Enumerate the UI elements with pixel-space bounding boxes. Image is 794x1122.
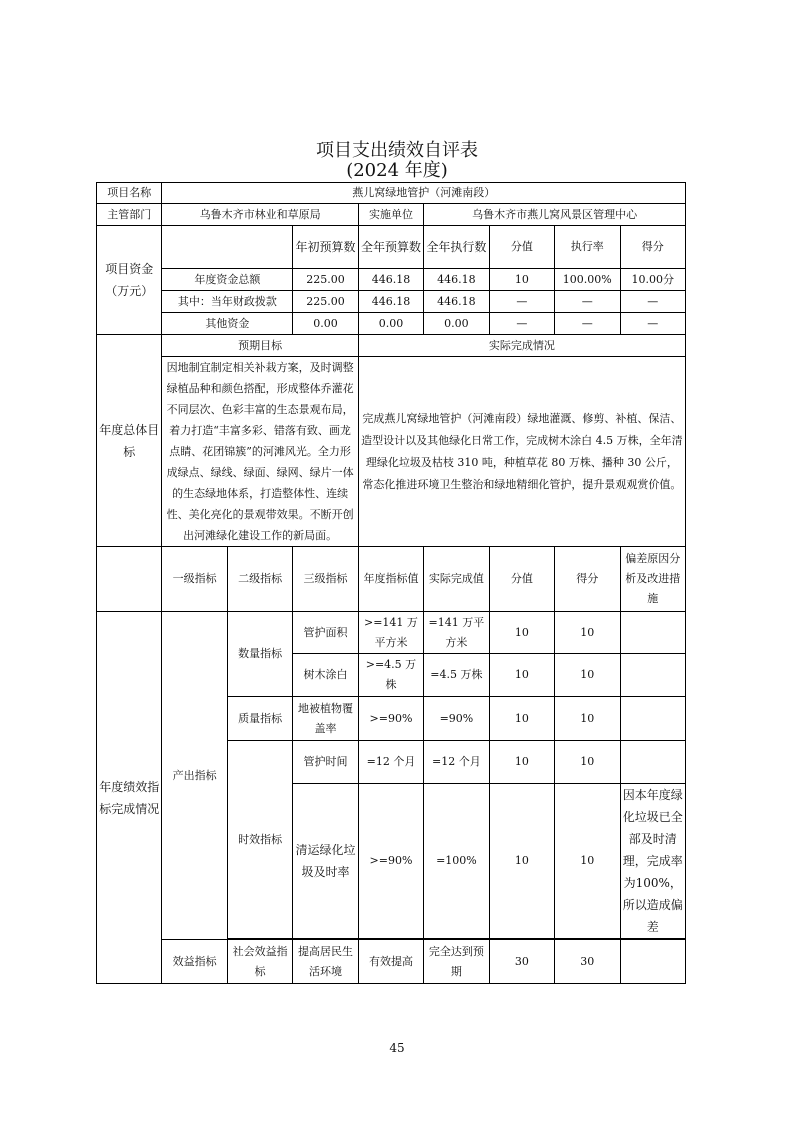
funds-cell: 446.18: [358, 291, 423, 313]
level2-timeliness: 时效指标: [227, 741, 292, 939]
document-title: 项目支出绩效自评表: [316, 140, 478, 161]
got-value: 10: [555, 697, 620, 741]
level1-output: 产出指标: [162, 612, 227, 940]
page-number: 45: [389, 1041, 405, 1055]
funds-header-executed: 全年执行数: [424, 226, 489, 269]
got-value: 10: [555, 654, 620, 697]
score-value: 10: [489, 784, 554, 939]
funds-header-annual: 全年预算数: [358, 226, 423, 269]
funds-cell: —: [489, 291, 554, 313]
target-value: 有效提高: [358, 940, 423, 984]
funds-cell: 0.00: [358, 313, 423, 335]
funds-cell: 10.00分: [620, 269, 686, 291]
score-value: 10: [489, 612, 554, 654]
funds-cell: —: [620, 291, 686, 313]
actual-value: =90%: [424, 697, 489, 741]
goals-label: 年度总体目标: [97, 335, 162, 547]
self-evaluation-table: [96, 182, 686, 984]
indicator-header: 分值: [489, 547, 554, 612]
funds-cell: —: [620, 313, 686, 335]
indicator-header: 得分: [555, 547, 620, 612]
indicator-header: 二级指标: [227, 547, 292, 612]
funds-cell: 446.18: [424, 269, 489, 291]
funds-row-label: 年度资金总额: [162, 269, 293, 291]
got-value: 10: [555, 741, 620, 784]
actual-completion-text: 完成燕儿窝绿地管护（河滩南段）绿地灌溉、修剪、补植、保洁、造型设计以及其他绿化日常工作，完成树木涂白 4.5 万株，全年清理绿化垃圾及枯枝 310 吨，种植草花 80 万株、播种 30 公斤，常态化推进环境卫生整治和绿地精细化管护，提升景观观赏价值。: [358, 357, 685, 547]
funds-cell: —: [555, 291, 620, 313]
level3-name: 树木涂白: [293, 654, 358, 697]
deviation-note: [620, 612, 686, 654]
funds-row-label: 其他资金: [162, 313, 293, 335]
target-value: >=90%: [358, 697, 423, 741]
unit-label: 实施单位: [358, 204, 423, 226]
target-value: >=141 万平方米: [358, 612, 423, 654]
score-value: 10: [489, 697, 554, 741]
score-value: 30: [489, 940, 554, 984]
score-value: 10: [489, 741, 554, 784]
funds-label: 项目资金（万元）: [97, 226, 162, 335]
deviation-note: [620, 654, 686, 697]
deviation-note: [620, 697, 686, 741]
expected-goal-text: 因地制宜制定相关补栽方案，及时调整绿植品种和颜色搭配，形成整体乔灌花不同层次、色彩丰富的生态景观布局，着力打造“丰富多彩、错落有致、画龙点睛、花团锦簇”的河滩风光。全力形成绿点、绿线、绿面、绿网、绿片一体的生态绿地体系，打造整体性、连续性、美化亮化的景观带效果。不断开创出河滩绿化建设工作的新局面。: [162, 357, 358, 547]
project-name-value: 燕儿窝绿地管护（河滩南段）: [162, 183, 686, 204]
level3-name: 提高居民生活环境: [293, 940, 358, 984]
deviation-note: [620, 741, 686, 784]
indicator-header: 偏差原因分析及改进措施: [620, 547, 686, 612]
funds-cell: 100.00%: [555, 269, 620, 291]
level3-name: 地被植物覆盖率: [293, 697, 358, 741]
actual-value: 完全达到预期: [424, 940, 489, 984]
dept-label: 主管部门: [97, 204, 162, 226]
level3-name: 管护时间: [293, 741, 358, 784]
target-value: =12 个月: [358, 741, 423, 784]
actual-value: =4.5 万株: [424, 654, 489, 697]
funds-cell: 0.00: [424, 313, 489, 335]
funds-header-initial: 年初预算数: [293, 226, 358, 269]
actual-value: =100%: [424, 784, 489, 939]
deviation-note: 因本年度绿化垃圾已全部及时清理，完成率为100%，所以造成偏差: [620, 784, 686, 939]
funds-row-label: 其中：当年财政拨款: [162, 291, 293, 313]
level2-quality: 质量指标: [227, 697, 292, 741]
target-value: >=90%: [358, 784, 423, 939]
actual-value: =12 个月: [424, 741, 489, 784]
funds-header-score: 分值: [489, 226, 554, 269]
funds-cell: —: [555, 313, 620, 335]
indicators-section-label: 年度绩效指标完成情况: [97, 612, 162, 984]
funds-header-rate: 执行率: [555, 226, 620, 269]
got-value: 10: [555, 784, 620, 939]
actual-value: =141 万平方米: [424, 612, 489, 654]
funds-header-blank: [162, 226, 293, 269]
level2-social: 社会效益指标: [227, 940, 292, 984]
dept-value: 乌鲁木齐市林业和草原局: [162, 204, 358, 226]
indicator-header: 一级指标: [162, 547, 227, 612]
expected-goal-header: 预期目标: [162, 335, 358, 357]
funds-cell: —: [489, 313, 554, 335]
document-subtitle: (2024 年度): [346, 160, 448, 181]
got-value: 30: [555, 940, 620, 984]
indicator-header: 三级指标: [293, 547, 358, 612]
project-name-label: 项目名称: [97, 183, 162, 204]
funds-header-got: 得分: [620, 226, 686, 269]
score-value: 10: [489, 654, 554, 697]
level3-name: 管护面积: [293, 612, 358, 654]
target-value: >=4.5 万株: [358, 654, 423, 697]
funds-cell: 0.00: [293, 313, 358, 335]
funds-cell: 225.00: [293, 269, 358, 291]
funds-cell: 10: [489, 269, 554, 291]
funds-cell: 225.00: [293, 291, 358, 313]
funds-cell: 446.18: [424, 291, 489, 313]
indicators-header-blank: [97, 547, 162, 612]
got-value: 10: [555, 612, 620, 654]
indicator-header: 年度指标值: [358, 547, 423, 612]
deviation-note: [620, 940, 686, 984]
unit-value: 乌鲁木齐市燕儿窝风景区管理中心: [424, 204, 686, 226]
actual-completion-header: 实际完成情况: [358, 335, 685, 357]
indicator-header: 实际完成值: [424, 547, 489, 612]
level2-quantity: 数量指标: [227, 612, 292, 697]
level1-benefit: 效益指标: [162, 940, 227, 984]
funds-cell: 446.18: [358, 269, 423, 291]
level3-name: 清运绿化垃圾及时率: [293, 784, 358, 939]
